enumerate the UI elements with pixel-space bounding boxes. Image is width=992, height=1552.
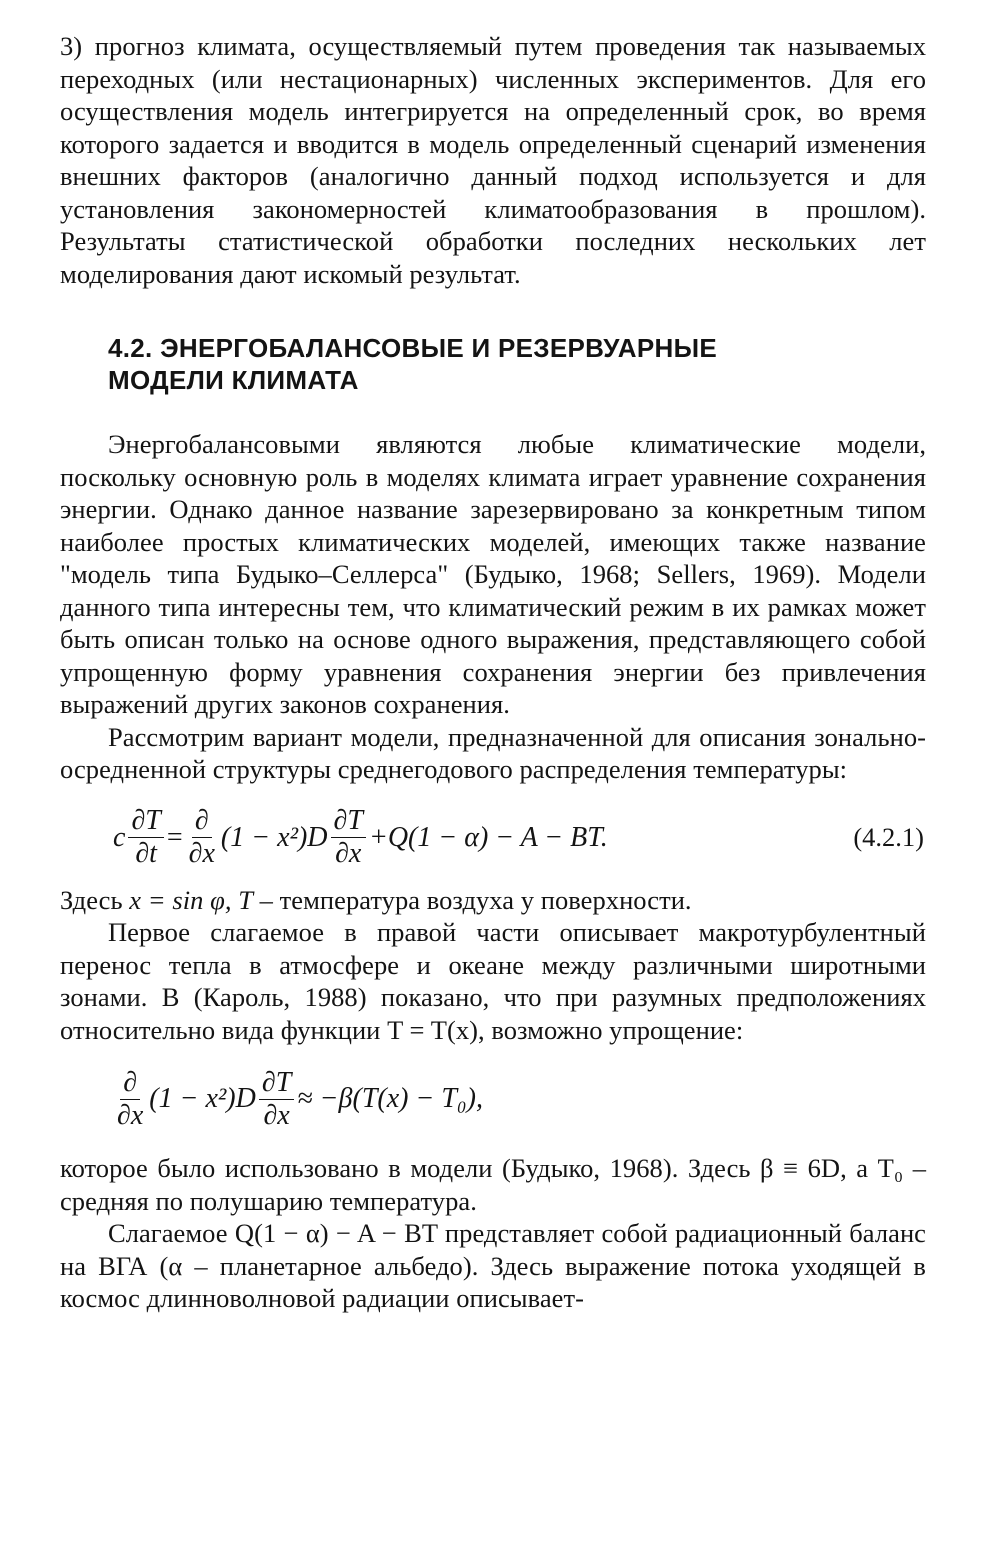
eq1-middle-term: (1 − x²)D: [220, 821, 328, 853]
eq2-frac2-denominator: ∂x: [263, 1099, 290, 1131]
definitions-rest: – температура воздуха у поверхности.: [253, 884, 692, 915]
eq1-frac3-numerator: ∂T: [331, 806, 366, 838]
page-content: [60, 30, 926, 1315]
section-heading: [108, 332, 926, 396]
eq2-fraction-d-dx: [114, 1068, 146, 1131]
paragraph-radiation-balance: Слагаемое Q(1 − α) − A − BT представляет собой радиационный баланс на ВГА (α – планетарное альбедо). Здесь выражение потока уходящей в космос длинноволновой радиации описывает-: [60, 1218, 926, 1313]
eq2-fraction-dT-dx: [259, 1068, 294, 1131]
section-heading-line-2: МОДЕЛИ КЛИМАТА: [108, 365, 359, 395]
equation-4-2-1: [60, 798, 926, 878]
eq2-frac2-numerator: ∂T: [259, 1068, 294, 1100]
paragraph-budyko-model: которое было использовано в модели (Будыко, 1968). Здесь β ≡ 6D, а T₀ – средняя по полушарию температура.: [60, 1153, 926, 1216]
eq1-equals: =: [166, 821, 183, 853]
definitions-lead: Здесь: [60, 884, 130, 915]
paragraph-definitions: [60, 884, 926, 917]
equation-simplification: [60, 1056, 926, 1142]
eq1-fraction-dT-dx: [331, 806, 366, 869]
definitions-math: x = sin φ, T: [129, 884, 253, 915]
eq1-fraction-dT-dt: [128, 806, 163, 869]
eq1-frac1-numerator: ∂T: [128, 806, 163, 838]
paragraph-macroturbulent-transfer: Первое слагаемое в правой части описывает макротурбулентный перенос тепла в атмосфере и океане между различными широтными зонами. В (Кароль, 1988) показано, что при разумных предположениях относительно вида функции T = T(x), возможно упрощение:: [60, 917, 926, 1045]
eq2-tail: ≈ −β(T(x) − T₀),: [297, 1083, 483, 1114]
paragraph-climate-forecast: 3) прогноз климата, осуществляемый путем проведения так называемых переходных (или нестационарных) численных экспериментов. Для его осуществления модель интегрируется на определенный срок, во время которого задается и вводится в модель определенный сценарий изменения внешних факторов (аналогично данный подход используется и для установления закономерностей климатообразования в прошлом). Результаты статистической обработки последних нескольких лет моделирования дают искомый результат.: [60, 31, 926, 289]
paragraph-model-variant: Рассмотрим вариант модели, предназначенной для описания зонально-осредненной структуры среднегодового распределения температуры:: [60, 721, 926, 784]
eq2-middle-term: (1 − x²)D: [149, 1083, 256, 1114]
eq1-fraction-d-dx: [186, 806, 218, 869]
eq1-tail: +Q(1 − α) − A − BT.: [368, 821, 608, 853]
paragraph-energy-balance-models: Энергобалансовыми являются любые климатические модели, поскольку основную роль в моделях климата играет уравнение сохранения энергии. Однако данное название зарезервировано за конкретным типом наиболее простых климатических моделей, имеющих также название "модель типа Будыко–Селлерса" (Будыко, 1968; Sellers, 1969). Модели данного типа интересны тем, что климатический режим в их рамках может быть описан только на основе одного выражения, представляющего собой упрощенную форму уравнения сохранения энергии без привлечения выражений других законов сохранения.: [60, 429, 926, 719]
section-heading-line-1: 4.2. ЭНЕРГОБАЛАНСОВЫЕ И РЕЗЕРВУАРНЫЕ: [108, 333, 717, 363]
eq1-frac2-denominator: ∂x: [188, 838, 215, 869]
eq1-frac2-numerator: ∂: [192, 806, 212, 838]
eq1-frac3-denominator: ∂x: [335, 838, 362, 869]
eq2-frac1-numerator: ∂: [120, 1068, 140, 1100]
eq1-c: c: [113, 821, 126, 853]
eq1-frac1-denominator: ∂t: [135, 838, 157, 869]
equation-number: (4.2.1): [853, 822, 924, 852]
eq2-frac1-denominator: ∂x: [117, 1099, 144, 1131]
